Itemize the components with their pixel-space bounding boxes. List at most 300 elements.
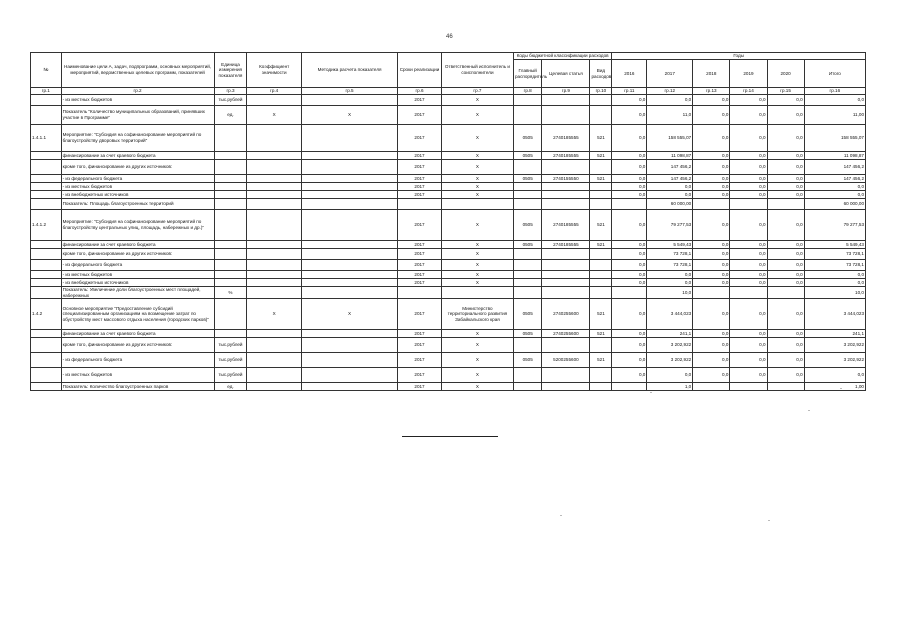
table-cell bbox=[302, 199, 398, 210]
table-cell: 0,0 bbox=[767, 330, 804, 338]
table-cell: 0505 bbox=[513, 330, 541, 338]
table-cell: кроме того, финансирование из других источников: bbox=[61, 160, 214, 175]
table-cell bbox=[247, 271, 302, 279]
table-cell: 0,0 bbox=[612, 210, 647, 241]
table-cell bbox=[513, 383, 541, 391]
table-cell: 0505 bbox=[513, 125, 541, 152]
numbering-cell: гр.13 bbox=[693, 88, 730, 95]
table-cell: 3 202,922 bbox=[647, 338, 693, 353]
table-cell bbox=[302, 271, 398, 279]
page-number: 46 bbox=[446, 34, 453, 40]
table-cell: - из местных бюджетов bbox=[61, 271, 214, 279]
table-cell: 2740255600 bbox=[542, 330, 590, 338]
table-cell bbox=[542, 106, 590, 125]
table-cell bbox=[31, 191, 62, 199]
table-row bbox=[31, 125, 866, 152]
table-cell bbox=[247, 183, 302, 191]
table-cell bbox=[612, 287, 647, 299]
table-cell bbox=[247, 160, 302, 175]
numbering-cell: гр.15 bbox=[767, 88, 804, 95]
table-cell: Х bbox=[441, 106, 513, 125]
table-row bbox=[31, 191, 866, 199]
table-cell bbox=[513, 271, 541, 279]
header-years: Годы bbox=[612, 53, 866, 60]
header-main: Главный распорядитель bbox=[513, 60, 541, 88]
table-cell: 0,0 bbox=[767, 353, 804, 368]
table-cell: финансирование за счет краевого бюджета bbox=[61, 241, 214, 249]
table-cell bbox=[730, 199, 767, 210]
table-cell bbox=[513, 95, 541, 106]
table-cell: 0,0 bbox=[730, 241, 767, 249]
table-cell: 0,0 bbox=[612, 249, 647, 260]
table-cell bbox=[31, 199, 62, 210]
table-cell: ед. bbox=[214, 383, 247, 391]
table-cell: 0,0 bbox=[730, 338, 767, 353]
table-cell bbox=[247, 210, 302, 241]
table-cell: 0,0 bbox=[804, 279, 865, 287]
table-cell bbox=[590, 106, 612, 125]
table-cell: 0,0 bbox=[730, 210, 767, 241]
table-cell: 1.4.2 bbox=[31, 299, 62, 330]
table-cell: 0,0 bbox=[730, 152, 767, 160]
table-cell bbox=[542, 271, 590, 279]
table-cell bbox=[214, 271, 247, 279]
table-cell: 0,0 bbox=[767, 95, 804, 106]
header-name: Наименование цели А, задач, подпрограмм, основных мероприятий, мероприятий, ведомственных целевых программ, показателей bbox=[61, 53, 214, 88]
table-cell: Х bbox=[441, 249, 513, 260]
header-type: Вид расходов bbox=[590, 60, 612, 88]
table-cell bbox=[302, 241, 398, 249]
table-cell: Х bbox=[441, 160, 513, 175]
table-cell: 0,0 bbox=[730, 368, 767, 383]
table-cell: 2017 bbox=[398, 241, 442, 249]
table-cell: 0,0 bbox=[693, 249, 730, 260]
table-cell: 5200255600 bbox=[542, 353, 590, 368]
table-cell bbox=[31, 106, 62, 125]
table-cell bbox=[542, 191, 590, 199]
table-cell bbox=[590, 287, 612, 299]
table-cell bbox=[302, 160, 398, 175]
table-cell: кроме того, финансирование из других источников: bbox=[61, 249, 214, 260]
table-cell: 0,0 bbox=[767, 106, 804, 125]
table-cell bbox=[302, 95, 398, 106]
table-cell: Х bbox=[441, 191, 513, 199]
table-cell: 0,0 bbox=[612, 299, 647, 330]
table-cell: 0,0 bbox=[693, 183, 730, 191]
table-cell: - из федерального бюджета bbox=[61, 175, 214, 183]
table-cell bbox=[542, 249, 590, 260]
scan-speck bbox=[560, 515, 562, 516]
table-row bbox=[31, 353, 866, 368]
table-cell: Х bbox=[441, 260, 513, 271]
table-cell: 3 444,023 bbox=[647, 299, 693, 330]
table-cell: 0,0 bbox=[730, 279, 767, 287]
table-cell bbox=[730, 383, 767, 391]
table-cell: 79 277,53 bbox=[647, 210, 693, 241]
table-cell bbox=[247, 95, 302, 106]
table-cell: 0,0 bbox=[730, 95, 767, 106]
table-cell: 0505 bbox=[513, 353, 541, 368]
table-cell bbox=[31, 330, 62, 338]
table-cell bbox=[247, 249, 302, 260]
table-cell: 0,0 bbox=[767, 271, 804, 279]
table-cell: Х bbox=[441, 383, 513, 391]
table-cell: 0,0 bbox=[693, 279, 730, 287]
table-cell: - из местных бюджетов bbox=[61, 183, 214, 191]
table-cell: 2017 bbox=[398, 175, 442, 183]
table-cell bbox=[302, 353, 398, 368]
table-cell bbox=[398, 199, 442, 210]
table-cell bbox=[31, 353, 62, 368]
table-cell: 2017 bbox=[398, 152, 442, 160]
table-cell: 2017 bbox=[398, 260, 442, 271]
table-cell bbox=[31, 271, 62, 279]
table-cell bbox=[513, 287, 541, 299]
table-cell bbox=[31, 241, 62, 249]
table-cell: 241,1 bbox=[804, 330, 865, 338]
table-cell: Министерство территориального развития Забайкальского края bbox=[441, 299, 513, 330]
table-cell: 0,0 bbox=[647, 368, 693, 383]
table-cell: Х bbox=[441, 210, 513, 241]
table-cell bbox=[612, 199, 647, 210]
table-cell bbox=[302, 183, 398, 191]
table-cell bbox=[214, 260, 247, 271]
table-cell bbox=[302, 368, 398, 383]
table-row bbox=[31, 299, 866, 330]
table-cell: 0,0 bbox=[767, 368, 804, 383]
table-cell: 2740185555 bbox=[542, 241, 590, 249]
table-cell: 0,0 bbox=[804, 191, 865, 199]
table-cell bbox=[441, 199, 513, 210]
table-row bbox=[31, 160, 866, 175]
table-cell: 158 555,07 bbox=[804, 125, 865, 152]
table-cell bbox=[31, 287, 62, 299]
table-cell bbox=[31, 368, 62, 383]
scan-speck bbox=[808, 410, 810, 411]
table-cell: Х bbox=[441, 241, 513, 249]
table-cell: Х bbox=[441, 152, 513, 160]
table-cell: 0,0 bbox=[767, 249, 804, 260]
table-cell: Х bbox=[441, 338, 513, 353]
table-cell: Х bbox=[441, 279, 513, 287]
table-cell: 5 549,43 bbox=[804, 241, 865, 249]
table-cell bbox=[214, 249, 247, 260]
table-cell: 1,00 bbox=[804, 383, 865, 391]
table-cell: Х bbox=[441, 368, 513, 383]
table-cell: Показатель "Количество муниципальных образований, принявших участие в Программе" bbox=[61, 106, 214, 125]
table-cell: тыс.рублей bbox=[214, 353, 247, 368]
table-cell: 0,0 bbox=[693, 106, 730, 125]
table-cell: 0,0 bbox=[693, 260, 730, 271]
table-cell bbox=[247, 125, 302, 152]
numbering-cell: гр.14 bbox=[730, 88, 767, 95]
table-cell bbox=[302, 330, 398, 338]
table-cell bbox=[214, 152, 247, 160]
table-cell: 0,0 bbox=[693, 152, 730, 160]
table-cell: Х bbox=[441, 125, 513, 152]
table-cell bbox=[590, 199, 612, 210]
table-cell: 0,0 bbox=[612, 160, 647, 175]
table-cell: - из местных бюджетов bbox=[61, 95, 214, 106]
table-cell: 60 000,00 bbox=[647, 199, 693, 210]
table-cell: 0,0 bbox=[612, 330, 647, 338]
table-cell: 73 728,1 bbox=[647, 260, 693, 271]
table-cell bbox=[247, 353, 302, 368]
header-year: 2019 bbox=[730, 60, 767, 88]
table-cell: 0505 bbox=[513, 241, 541, 249]
table-cell bbox=[513, 338, 541, 353]
table-cell: 0,0 bbox=[767, 183, 804, 191]
table-cell: Х bbox=[302, 106, 398, 125]
table-cell: Мероприятие: "Субсидия на софинансирование мероприятий по благоустройству центральных улиц, площадь, набережных и др.)" bbox=[61, 210, 214, 241]
table-cell bbox=[247, 368, 302, 383]
table-cell: 0,0 bbox=[612, 260, 647, 271]
table-cell: 0,0 bbox=[767, 338, 804, 353]
table-cell bbox=[513, 191, 541, 199]
numbering-cell: гр.3 bbox=[214, 88, 247, 95]
table-cell: 0,0 bbox=[647, 279, 693, 287]
table-row bbox=[31, 338, 866, 353]
table-cell: - из местных бюджетов bbox=[61, 368, 214, 383]
table-cell: 0,0 bbox=[693, 125, 730, 152]
header-responsible: Ответственный исполнитель и соисполнители bbox=[441, 53, 513, 88]
table-cell: Показатель: Количество благоустроенных парков bbox=[61, 383, 214, 391]
numbering-cell: гр.9 bbox=[542, 88, 590, 95]
table-cell: 0,0 bbox=[693, 175, 730, 183]
table-cell: тыс.рублей bbox=[214, 95, 247, 106]
table-cell: - из внебюджетных источников bbox=[61, 279, 214, 287]
table-cell bbox=[31, 383, 62, 391]
table-cell: 11 098,87 bbox=[647, 152, 693, 160]
table-cell: 79 277,53 bbox=[804, 210, 865, 241]
table-row bbox=[31, 287, 866, 299]
table-cell: 3 202,922 bbox=[647, 353, 693, 368]
table-cell: 0,0 bbox=[730, 271, 767, 279]
table-cell: 0,0 bbox=[730, 260, 767, 271]
table-cell bbox=[31, 183, 62, 191]
table-cell: 0,0 bbox=[730, 106, 767, 125]
scan-speck bbox=[840, 388, 842, 389]
header-no: № bbox=[31, 53, 62, 88]
numbering-cell: гр.2 bbox=[61, 88, 214, 95]
table-cell bbox=[590, 338, 612, 353]
table-cell: % bbox=[214, 287, 247, 299]
table-cell bbox=[693, 383, 730, 391]
table-cell: 0,0 bbox=[693, 191, 730, 199]
table-cell: 0505 bbox=[513, 299, 541, 330]
table-row bbox=[31, 249, 866, 260]
table-cell bbox=[542, 183, 590, 191]
table-cell bbox=[214, 299, 247, 330]
table-cell bbox=[214, 183, 247, 191]
table-cell: Х bbox=[441, 175, 513, 183]
table-cell bbox=[302, 287, 398, 299]
table-cell: 2740185555 bbox=[542, 210, 590, 241]
numbering-cell: гр.10 bbox=[590, 88, 612, 95]
table-cell: 2017 bbox=[398, 160, 442, 175]
table-cell: 0,0 bbox=[804, 368, 865, 383]
table-row bbox=[31, 368, 866, 383]
table-cell bbox=[513, 160, 541, 175]
table-row bbox=[31, 210, 866, 241]
table-cell: 2017 bbox=[398, 191, 442, 199]
table-cell bbox=[542, 199, 590, 210]
table-cell bbox=[302, 191, 398, 199]
table-cell bbox=[590, 249, 612, 260]
table-cell bbox=[247, 152, 302, 160]
table-cell bbox=[767, 383, 804, 391]
table-cell: 0,0 bbox=[612, 353, 647, 368]
table-cell bbox=[31, 249, 62, 260]
table-cell: 2017 bbox=[398, 353, 442, 368]
table-cell: 2740185555 bbox=[542, 125, 590, 152]
table-cell bbox=[247, 383, 302, 391]
table-row bbox=[31, 199, 866, 210]
table-cell bbox=[247, 330, 302, 338]
table-cell: 0,0 bbox=[693, 330, 730, 338]
table-cell: 147 456,2 bbox=[647, 175, 693, 183]
table-cell: тыс.рублей bbox=[214, 338, 247, 353]
table-cell: Основное мероприятие "Предоставление субсидий специализированным организациям на возмещение затрат по обустройству мест массового отдыха населения (городских парков)" bbox=[61, 299, 214, 330]
table-cell: 0,0 bbox=[804, 95, 865, 106]
table-cell bbox=[247, 279, 302, 287]
numbering-cell: гр.5 bbox=[302, 88, 398, 95]
table-cell: 0,0 bbox=[730, 299, 767, 330]
table-cell: 521 bbox=[590, 175, 612, 183]
table-cell: 2017 bbox=[398, 383, 442, 391]
table-cell: 0,0 bbox=[612, 191, 647, 199]
table-row bbox=[31, 183, 866, 191]
table-cell bbox=[542, 368, 590, 383]
table-cell: 2017 bbox=[398, 249, 442, 260]
table-cell bbox=[398, 287, 442, 299]
table-cell: 10,0 bbox=[647, 287, 693, 299]
table-cell: 0,0 bbox=[804, 271, 865, 279]
table-row bbox=[31, 95, 866, 106]
table-cell: 0,0 bbox=[612, 125, 647, 152]
header-coef: Коэффициент значимости bbox=[247, 53, 302, 88]
table-cell: 73 728,1 bbox=[647, 249, 693, 260]
header-total: Итого bbox=[804, 60, 865, 88]
table-cell bbox=[542, 279, 590, 287]
table-cell: 10,0 bbox=[804, 287, 865, 299]
table-cell: 0,0 bbox=[730, 175, 767, 183]
table-row bbox=[31, 330, 866, 338]
table-cell: 2017 bbox=[398, 330, 442, 338]
table-cell: Мероприятие: "Субсидия на софинансирование мероприятий по благоустройству дворовых территорий" bbox=[61, 125, 214, 152]
table-cell: 2740185555 bbox=[542, 152, 590, 160]
signature-line bbox=[402, 436, 498, 437]
table-cell: 0,0 bbox=[647, 95, 693, 106]
table-cell: 2017 bbox=[398, 95, 442, 106]
table-cell bbox=[31, 279, 62, 287]
table-cell: 147 456,2 bbox=[804, 160, 865, 175]
table-cell: 0505 bbox=[513, 152, 541, 160]
table-cell: 2017 bbox=[398, 338, 442, 353]
table-cell bbox=[302, 279, 398, 287]
table-cell bbox=[441, 287, 513, 299]
table-cell bbox=[542, 383, 590, 391]
table-cell: 2740255600 bbox=[542, 299, 590, 330]
table-cell: 0,0 bbox=[612, 152, 647, 160]
budget-table bbox=[30, 52, 866, 391]
numbering-cell: гр.7 bbox=[441, 88, 513, 95]
table-cell: 5 549,43 bbox=[647, 241, 693, 249]
table-cell bbox=[590, 183, 612, 191]
table-cell bbox=[214, 125, 247, 152]
table-cell: 0,0 bbox=[730, 191, 767, 199]
table-cell: 0,0 bbox=[612, 175, 647, 183]
table-cell: 0,0 bbox=[767, 152, 804, 160]
table-cell bbox=[214, 210, 247, 241]
table-cell bbox=[513, 106, 541, 125]
table-cell: 2017 bbox=[398, 279, 442, 287]
table-row bbox=[31, 260, 866, 271]
table-cell: 521 bbox=[590, 299, 612, 330]
table-cell: 3 202,922 bbox=[804, 353, 865, 368]
table-cell: 2017 bbox=[398, 210, 442, 241]
table-cell bbox=[590, 95, 612, 106]
table-cell bbox=[302, 210, 398, 241]
table-cell: 0505 bbox=[513, 210, 541, 241]
numbering-cell: гр.8 bbox=[513, 88, 541, 95]
table-cell: 0,0 bbox=[767, 125, 804, 152]
table-cell: 521 bbox=[590, 241, 612, 249]
table-cell bbox=[513, 279, 541, 287]
table-cell bbox=[542, 160, 590, 175]
header-method: Методика расчета показателя bbox=[302, 53, 398, 88]
table-cell: Х bbox=[441, 183, 513, 191]
table-cell bbox=[247, 260, 302, 271]
table-cell bbox=[513, 368, 541, 383]
table-cell: 0,0 bbox=[730, 330, 767, 338]
table-cell: 0,0 bbox=[612, 271, 647, 279]
table-cell: - из внебюджетных источников bbox=[61, 191, 214, 199]
table-cell: Х bbox=[441, 95, 513, 106]
table-cell: 0,0 bbox=[693, 160, 730, 175]
table-cell: финансирование за счет краевого бюджета bbox=[61, 330, 214, 338]
table-cell: 521 bbox=[590, 125, 612, 152]
table-cell bbox=[31, 152, 62, 160]
table-cell: Показатель: Площадь благоустроенных территорий bbox=[61, 199, 214, 210]
header-terms: Сроки реализации bbox=[398, 53, 442, 88]
table-cell: 2017 bbox=[398, 183, 442, 191]
table-cell: 1.4.1.2 bbox=[31, 210, 62, 241]
table-cell bbox=[247, 175, 302, 183]
table-cell bbox=[31, 260, 62, 271]
table-cell: Х bbox=[441, 271, 513, 279]
table-cell: 2017 bbox=[398, 271, 442, 279]
table-cell: 0,0 bbox=[767, 260, 804, 271]
table-cell: 2017 bbox=[398, 299, 442, 330]
table-cell: 0,0 bbox=[647, 271, 693, 279]
table-cell: 3 202,922 bbox=[804, 338, 865, 353]
table-cell: 0,0 bbox=[767, 210, 804, 241]
table-cell bbox=[542, 95, 590, 106]
table-body bbox=[31, 95, 866, 391]
table-cell: 0,0 bbox=[693, 299, 730, 330]
table-cell: 2740155550 bbox=[542, 175, 590, 183]
table-cell bbox=[214, 279, 247, 287]
table-cell bbox=[590, 260, 612, 271]
table-cell: Х bbox=[441, 353, 513, 368]
table-row bbox=[31, 106, 866, 125]
table-cell: 11,00 bbox=[804, 106, 865, 125]
table-cell bbox=[302, 152, 398, 160]
table-cell: ед. bbox=[214, 106, 247, 125]
table-cell: 11,0 bbox=[647, 106, 693, 125]
table-cell bbox=[247, 287, 302, 299]
